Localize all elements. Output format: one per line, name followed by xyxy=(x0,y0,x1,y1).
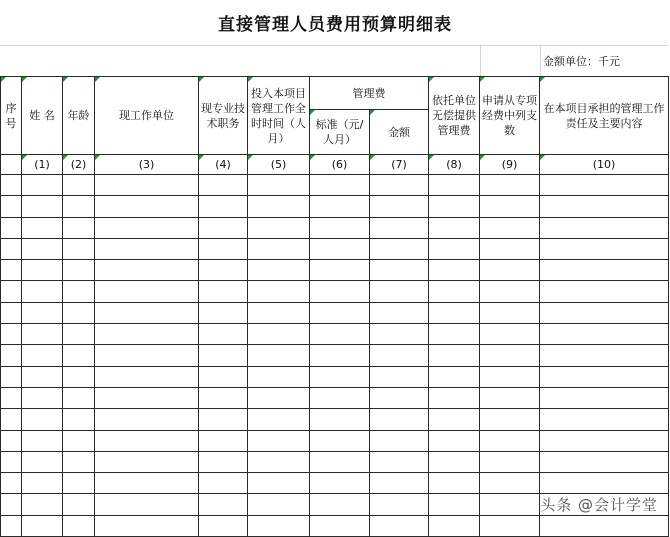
table-cell[interactable] xyxy=(199,366,248,387)
table-cell[interactable] xyxy=(429,473,480,494)
column-number-blank[interactable] xyxy=(1,155,22,175)
table-cell[interactable] xyxy=(22,238,63,259)
table-cell[interactable] xyxy=(248,451,310,472)
table-cell[interactable] xyxy=(540,366,669,387)
table-cell[interactable] xyxy=(63,430,95,451)
table-cell[interactable] xyxy=(370,281,429,302)
table-cell[interactable] xyxy=(540,238,669,259)
table-cell[interactable] xyxy=(95,281,199,302)
title-area xyxy=(0,0,668,46)
table-cell[interactable] xyxy=(310,196,370,217)
table-cell[interactable] xyxy=(199,196,248,217)
table-cell[interactable] xyxy=(248,238,310,259)
unit-row xyxy=(0,45,668,76)
table-cell[interactable] xyxy=(480,387,540,408)
table-cell[interactable] xyxy=(95,430,199,451)
table-cell[interactable] xyxy=(480,451,540,472)
table-row xyxy=(1,345,669,366)
table-cell[interactable] xyxy=(429,175,480,196)
table-cell[interactable] xyxy=(480,217,540,238)
table-cell[interactable] xyxy=(248,175,310,196)
table-cell[interactable] xyxy=(63,324,95,345)
table-cell[interactable] xyxy=(480,175,540,196)
green-triangle-marker xyxy=(95,77,100,82)
green-triangle-marker xyxy=(310,155,315,160)
table-cell[interactable] xyxy=(63,387,95,408)
table-cell[interactable] xyxy=(95,409,199,430)
table-cell[interactable] xyxy=(540,387,669,408)
table-cell[interactable] xyxy=(370,196,429,217)
table-cell[interactable] xyxy=(1,260,22,281)
header-time-input[interactable]: 投入本项目管理工作全时时间（人月） xyxy=(248,77,310,155)
table-cell[interactable] xyxy=(248,409,310,430)
table-cell[interactable] xyxy=(63,302,95,323)
table-row xyxy=(1,260,669,281)
table-cell[interactable] xyxy=(22,473,63,494)
table-cell[interactable] xyxy=(540,409,669,430)
amount-unit-label: 金额单位：千元 xyxy=(543,55,620,68)
table-cell[interactable] xyxy=(22,345,63,366)
table-cell[interactable] xyxy=(1,430,22,451)
table-cell[interactable] xyxy=(310,494,370,515)
table-cell[interactable] xyxy=(480,494,540,515)
table-cell[interactable] xyxy=(199,473,248,494)
table-cell[interactable] xyxy=(310,260,370,281)
column-number[interactable]: (7) xyxy=(370,155,429,175)
table-row xyxy=(1,175,669,196)
table-cell[interactable] xyxy=(63,515,95,536)
table-cell[interactable] xyxy=(248,324,310,345)
table-cell[interactable] xyxy=(1,473,22,494)
table-cell[interactable] xyxy=(199,281,248,302)
table-cell[interactable] xyxy=(429,515,480,536)
table-cell[interactable] xyxy=(310,387,370,408)
table-cell[interactable] xyxy=(22,175,63,196)
column-number[interactable]: (3) xyxy=(95,155,199,175)
table-cell[interactable] xyxy=(95,217,199,238)
green-triangle-marker xyxy=(248,77,253,82)
table-cell[interactable] xyxy=(199,175,248,196)
table-cell[interactable] xyxy=(95,345,199,366)
table-cell[interactable] xyxy=(540,345,669,366)
table-cell[interactable] xyxy=(199,409,248,430)
column-number[interactable]: (8) xyxy=(429,155,480,175)
green-triangle-marker xyxy=(310,110,315,115)
page-title: 直接管理人员费用预算明细表 xyxy=(218,15,452,35)
table-row xyxy=(1,387,669,408)
column-number[interactable]: (1) xyxy=(22,155,63,175)
table-cell[interactable] xyxy=(63,238,95,259)
table-cell[interactable] xyxy=(248,366,310,387)
table-body xyxy=(1,175,669,537)
green-triangle-marker xyxy=(22,155,27,160)
table-cell[interactable] xyxy=(480,302,540,323)
table-cell[interactable] xyxy=(95,302,199,323)
table-cell[interactable] xyxy=(63,196,95,217)
table-cell[interactable] xyxy=(63,473,95,494)
table-cell[interactable] xyxy=(95,387,199,408)
table-cell[interactable] xyxy=(95,260,199,281)
table-cell[interactable] xyxy=(95,366,199,387)
table-cell[interactable] xyxy=(429,387,480,408)
table-cell[interactable] xyxy=(248,473,310,494)
table-row xyxy=(1,281,669,302)
table-cell[interactable] xyxy=(95,515,199,536)
table-cell[interactable] xyxy=(95,451,199,472)
table-cell[interactable] xyxy=(1,196,22,217)
table-cell[interactable] xyxy=(63,175,95,196)
table-cell[interactable] xyxy=(63,345,95,366)
table-cell[interactable] xyxy=(310,281,370,302)
header-amount[interactable]: 金额 xyxy=(370,110,429,155)
table-cell[interactable] xyxy=(480,345,540,366)
table-cell[interactable] xyxy=(1,302,22,323)
table-cell[interactable] xyxy=(310,175,370,196)
header-standard[interactable]: 标准（元/人月） xyxy=(310,110,370,155)
table-cell[interactable] xyxy=(63,260,95,281)
grid-line xyxy=(480,45,481,76)
column-number[interactable]: (9) xyxy=(480,155,540,175)
table-cell[interactable] xyxy=(1,451,22,472)
table-cell[interactable] xyxy=(95,473,199,494)
table-cell[interactable] xyxy=(370,366,429,387)
table-cell[interactable] xyxy=(540,430,669,451)
table-cell[interactable] xyxy=(540,451,669,472)
table-cell[interactable] xyxy=(1,387,22,408)
table-cell[interactable] xyxy=(310,430,370,451)
green-triangle-marker xyxy=(480,77,485,82)
green-triangle-marker xyxy=(248,155,253,160)
table-cell[interactable] xyxy=(1,217,22,238)
table-cell[interactable] xyxy=(310,451,370,472)
table-cell[interactable] xyxy=(22,196,63,217)
table-cell[interactable] xyxy=(95,324,199,345)
green-triangle-marker xyxy=(370,110,375,115)
table-cell[interactable] xyxy=(370,345,429,366)
table-cell[interactable] xyxy=(480,366,540,387)
table-row xyxy=(1,473,669,494)
table-cell[interactable] xyxy=(370,324,429,345)
table-cell[interactable] xyxy=(1,281,22,302)
grid-line xyxy=(540,45,541,76)
table-cell[interactable] xyxy=(199,387,248,408)
table-cell[interactable] xyxy=(480,238,540,259)
table-cell[interactable] xyxy=(429,324,480,345)
table-cell[interactable] xyxy=(248,281,310,302)
table-cell[interactable] xyxy=(63,409,95,430)
table-cell[interactable] xyxy=(429,409,480,430)
table-cell[interactable] xyxy=(248,196,310,217)
green-triangle-marker xyxy=(1,77,6,82)
table-cell[interactable] xyxy=(248,430,310,451)
green-triangle-marker xyxy=(63,77,68,82)
table-cell[interactable] xyxy=(540,175,669,196)
table-cell[interactable] xyxy=(22,217,63,238)
header-seq[interactable]: 序号 xyxy=(1,77,22,155)
table-cell[interactable] xyxy=(248,515,310,536)
table-cell[interactable] xyxy=(22,324,63,345)
table-cell[interactable] xyxy=(310,409,370,430)
table-cell[interactable] xyxy=(540,473,669,494)
table-cell[interactable] xyxy=(248,494,310,515)
table-cell[interactable] xyxy=(429,366,480,387)
table-cell[interactable] xyxy=(429,451,480,472)
green-triangle-marker xyxy=(429,77,434,82)
table-cell[interactable] xyxy=(1,366,22,387)
table-cell[interactable] xyxy=(248,260,310,281)
table-cell[interactable] xyxy=(199,515,248,536)
table-cell[interactable] xyxy=(480,430,540,451)
table-cell[interactable] xyxy=(1,409,22,430)
table-cell[interactable] xyxy=(540,515,669,536)
table-cell[interactable] xyxy=(540,217,669,238)
header-apply-fee[interactable]: 申请从专项经费中列支数 xyxy=(480,77,540,155)
column-number[interactable]: (5) xyxy=(248,155,310,175)
table-cell[interactable] xyxy=(199,302,248,323)
table-cell[interactable] xyxy=(429,260,480,281)
table-cell[interactable] xyxy=(540,281,669,302)
column-number[interactable]: (4) xyxy=(199,155,248,175)
green-triangle-marker xyxy=(540,77,545,82)
table-cell[interactable] xyxy=(480,196,540,217)
header-name[interactable]: 姓 名 xyxy=(22,77,63,155)
table-cell[interactable] xyxy=(95,196,199,217)
table-row xyxy=(1,451,669,472)
header-work-unit[interactable]: 现工作单位 xyxy=(95,77,199,155)
table-cell[interactable] xyxy=(22,281,63,302)
table-cell[interactable] xyxy=(95,175,199,196)
table-cell[interactable] xyxy=(63,494,95,515)
table-cell[interactable] xyxy=(22,387,63,408)
table-cell[interactable] xyxy=(199,260,248,281)
table-cell[interactable] xyxy=(1,494,22,515)
table-cell[interactable] xyxy=(429,281,480,302)
table-cell[interactable] xyxy=(310,324,370,345)
column-number[interactable]: (6) xyxy=(310,155,370,175)
table-cell[interactable] xyxy=(199,238,248,259)
green-triangle-marker xyxy=(429,155,434,160)
table-cell[interactable] xyxy=(429,196,480,217)
table-cell[interactable] xyxy=(248,387,310,408)
table-cell[interactable] xyxy=(22,494,63,515)
table-cell[interactable] xyxy=(199,345,248,366)
table-cell[interactable] xyxy=(248,345,310,366)
table-cell[interactable] xyxy=(429,238,480,259)
green-triangle-marker xyxy=(199,77,204,82)
header-unpaid-fee[interactable]: 依托单位无偿提供管理费 xyxy=(429,77,480,155)
table-row xyxy=(1,430,669,451)
green-triangle-marker xyxy=(95,155,100,160)
table-cell[interactable] xyxy=(199,324,248,345)
table-cell[interactable] xyxy=(310,217,370,238)
table-cell[interactable] xyxy=(370,387,429,408)
table-cell[interactable] xyxy=(540,260,669,281)
table-cell[interactable] xyxy=(370,260,429,281)
table-cell[interactable] xyxy=(370,409,429,430)
table-cell[interactable] xyxy=(540,302,669,323)
table-cell[interactable] xyxy=(22,451,63,472)
table-cell[interactable] xyxy=(310,515,370,536)
table-cell[interactable] xyxy=(63,366,95,387)
budget-table xyxy=(0,76,669,537)
green-triangle-marker xyxy=(540,155,545,160)
table-cell[interactable] xyxy=(429,345,480,366)
table-cell[interactable] xyxy=(429,430,480,451)
table-cell[interactable] xyxy=(248,302,310,323)
table-row xyxy=(1,409,669,430)
table-row xyxy=(1,366,669,387)
table-cell[interactable] xyxy=(480,324,540,345)
table-cell[interactable] xyxy=(370,217,429,238)
table-cell[interactable] xyxy=(310,238,370,259)
column-number[interactable]: (2) xyxy=(63,155,95,175)
green-triangle-marker xyxy=(199,155,204,160)
table-cell[interactable] xyxy=(199,217,248,238)
table-row xyxy=(1,302,669,323)
table-row xyxy=(1,515,669,536)
table-cell[interactable] xyxy=(370,430,429,451)
table-cell[interactable] xyxy=(429,302,480,323)
table-cell[interactable] xyxy=(1,238,22,259)
table-cell[interactable] xyxy=(63,451,95,472)
table-cell[interactable] xyxy=(480,281,540,302)
table-cell[interactable] xyxy=(248,217,310,238)
header-age[interactable]: 年龄 xyxy=(63,77,95,155)
table-cell[interactable] xyxy=(370,451,429,472)
table-cell[interactable] xyxy=(310,302,370,323)
table-cell[interactable] xyxy=(22,409,63,430)
table-cell[interactable] xyxy=(1,175,22,196)
table-cell[interactable] xyxy=(370,238,429,259)
table-cell[interactable] xyxy=(370,515,429,536)
header-title-position[interactable]: 现专业技术职务 xyxy=(199,77,248,155)
table-cell[interactable] xyxy=(22,302,63,323)
table-cell[interactable] xyxy=(480,515,540,536)
table-cell[interactable] xyxy=(199,494,248,515)
table-row xyxy=(1,324,669,345)
table-cell[interactable] xyxy=(1,324,22,345)
table-cell[interactable] xyxy=(310,366,370,387)
green-triangle-marker xyxy=(480,155,485,160)
table-cell[interactable] xyxy=(22,430,63,451)
table-cell[interactable] xyxy=(310,345,370,366)
table-cell[interactable] xyxy=(540,324,669,345)
table-cell[interactable] xyxy=(480,473,540,494)
header-mgmt-fee[interactable]: 管理费 xyxy=(310,77,429,110)
green-triangle-marker xyxy=(370,155,375,160)
table-row xyxy=(1,238,669,259)
column-number[interactable]: (10) xyxy=(540,155,669,175)
table-cell[interactable] xyxy=(370,175,429,196)
table-cell[interactable] xyxy=(370,302,429,323)
table-cell[interactable] xyxy=(22,366,63,387)
table-cell[interactable] xyxy=(199,430,248,451)
table-cell[interactable] xyxy=(370,494,429,515)
table-cell[interactable] xyxy=(540,196,669,217)
table-cell[interactable] xyxy=(1,345,22,366)
table-cell[interactable] xyxy=(63,217,95,238)
table-cell[interactable] xyxy=(310,473,370,494)
table-row xyxy=(1,217,669,238)
table-cell[interactable] xyxy=(429,217,480,238)
table-cell[interactable] xyxy=(95,494,199,515)
table-cell[interactable] xyxy=(22,260,63,281)
watermark: 头条 @会计学堂 xyxy=(540,496,658,514)
header-duties[interactable]: 在本项目承担的管理工作责任及主要内容 xyxy=(540,77,669,155)
table-cell[interactable] xyxy=(95,238,199,259)
table-cell[interactable] xyxy=(480,409,540,430)
table-cell[interactable] xyxy=(370,473,429,494)
table-cell[interactable] xyxy=(1,515,22,536)
green-triangle-marker xyxy=(63,155,68,160)
table-cell[interactable] xyxy=(22,515,63,536)
table-cell[interactable] xyxy=(199,451,248,472)
table-cell[interactable] xyxy=(63,281,95,302)
green-triangle-marker xyxy=(22,77,27,82)
table-row xyxy=(1,196,669,217)
table-cell[interactable] xyxy=(480,260,540,281)
table-cell[interactable] xyxy=(429,494,480,515)
